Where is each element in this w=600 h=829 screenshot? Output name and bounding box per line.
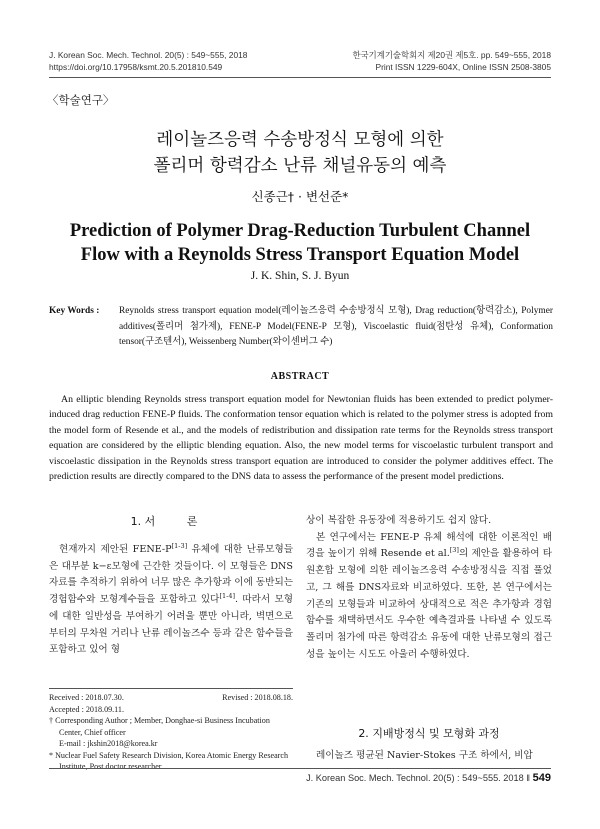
received-date: Received : 2018.07.30. xyxy=(49,693,124,702)
keywords-text: Reynolds stress transport equation model(레이놀즈응력 수송방정식 모형), Drag reduction(항력감소), Polymer additives(폴리머 첨가제), FENE-P Model(FENE-P 모형), Viscoelastic fluid(점탄성 유체), Conformation tensor(구조텐서), Weissenberg Number(와이센버그 수) xyxy=(119,306,553,347)
keywords xyxy=(49,304,553,351)
section-1-title: 서 론 xyxy=(144,515,212,528)
dates-row xyxy=(49,692,293,704)
section-2-paragraph: 레이놀즈 평균된 Navier-Stokes 구조 하에서, 비압 xyxy=(316,750,533,761)
abstract-heading: ABSTRACT xyxy=(270,371,330,382)
page-number: 549 xyxy=(532,772,551,784)
abstract-text: An elliptic blending Reynolds stress transport equation model for Newtonian fluids has been extended to predict polymer-induced drag reduction FENE-P fluids. The conformation tensor equation which is related to the polymer stress is adopted from the model form of Resende et al., and the models of redistribution and dissipation rate terms for the Reynolds stress transport equation are considered by the elliptic blending equation. Also, the new model terms for viscoelastic turbulent transport and viscoelastic dissipation in the Reynolds stress transport equation are introduced to consider the polymer additives effect. The prediction results are directly compared to the DNS data to assess the performance of the present model predictions. xyxy=(49,394,553,483)
footer-divider xyxy=(49,768,551,769)
citation-ref: [3] xyxy=(449,546,459,555)
coauthor-affiliation: * Nuclear Fuel Safety Research Division, Korea Atomic Energy Research Institute, Post doctor researcher xyxy=(49,750,288,771)
accepted-date: Accepted : 2018.09.11. xyxy=(49,704,124,714)
keywords-label: Key Words : xyxy=(49,306,100,316)
section-1-heading xyxy=(49,513,293,529)
journal-citation xyxy=(49,49,247,73)
corresponding-author: † Corresponding Author ; Member, Donghae-si Business Incubation Center, Chief officer xyxy=(49,716,270,737)
title-korean-line2: 폴리머 항력감소 난류 채널유동의 예측 xyxy=(153,156,447,176)
journal-citation-ko xyxy=(352,49,551,73)
title-english-line2: Flow with a Reynolds Stress Transport Equation Model xyxy=(80,245,520,265)
footer-citation: J. Korean Soc. Mech. Technol. 20(5) : 549~555. 2018 ‖ xyxy=(306,773,533,783)
title-korean xyxy=(0,127,600,179)
section-1-number: 1. xyxy=(130,515,142,528)
author-email[interactable]: E-mail : jkshin2018@korea.kr xyxy=(59,739,158,748)
research-paragraph: 본 연구에서는 FENE-P 유체 해석에 대한 이론적인 배경을 높이기 위해 Resende et al.[3]의 제안을 활용하여 타원혼합 모형에 의한 레이놀즈응력 수송방정식을 직접 풀었고, 그 해를 DNS자료와 비교하였다. 또한, 본 연구에서는 기존의 모형들과 비교하여 상대적으로 적은 추가항과 경험함수를 채택하면서도 우수한 예측결과를 나타낼 수 있도록 폴리머 첨가에 따른 항력감소 유동에 대한 난류모형의 접근성을 높이는 시도도 아울러 수행하였다. xyxy=(306,531,552,660)
title-korean-line1: 레이놀즈응력 수송방정식 모형에 의한 xyxy=(156,130,444,150)
authors-korean: 신종근† · 변선준* xyxy=(251,189,349,204)
journal-ref-ko: 한국기계기술학회지 제20권 제5호. pp. 549~555, 2018 xyxy=(352,50,551,60)
left-column xyxy=(49,513,293,659)
section-2-number: 2. xyxy=(358,727,369,740)
article-category: 〈학술연구〉 xyxy=(47,93,115,107)
section-2-body xyxy=(306,748,552,765)
right-column xyxy=(306,513,552,663)
section-2-heading xyxy=(306,725,552,741)
issn: Print ISSN 1229-604X, Online ISSN 2508-3805 xyxy=(375,62,551,72)
citation-ref: [1-3] xyxy=(171,541,188,550)
footnotes xyxy=(49,688,293,773)
header-divider xyxy=(49,77,551,78)
page-footer xyxy=(306,772,551,784)
citation-ref: [1-4] xyxy=(219,591,235,600)
section-2-title: 지배방정식 및 모형화 과정 xyxy=(372,727,500,740)
revised-date: Revised : 2018.08.18. xyxy=(222,693,293,702)
journal-ref: J. Korean Soc. Mech. Technol. 20(5) : 549~555, 2018 xyxy=(49,50,248,60)
continued-paragraph: 상이 복잡한 유동장에 적용하기도 쉽지 않다. xyxy=(306,515,492,526)
section-1-paragraph: 현재까지 제안된 FENE-P[1-3] 유체에 대한 난류모형들은 대부분 k−ε모형에 근간한 것들이다. 이 모형들은 DNS자료를 추적하기 위하여 너무 많은 추가항과 이에 동반되는 경험함수와 모형계수들을 포함하고 있다[1-4]. 따라서 모형에 대한 일반성을 부여하기 어려울 뿐만 아니라, 벽면으로부터의 무차원 거리나 난류 레이놀즈수 등과 같은 함수들을 포함하고 있어 형 xyxy=(49,541,293,656)
doi-link[interactable]: https://doi.org/10.17958/ksmt.20.5.201810.549 xyxy=(49,62,223,72)
title-english-line1: Prediction of Polymer Drag-Reduction Turbulent Channel xyxy=(69,221,531,241)
title-english xyxy=(0,219,600,267)
authors-english: J. K. Shin, S. J. Byun xyxy=(250,270,350,282)
